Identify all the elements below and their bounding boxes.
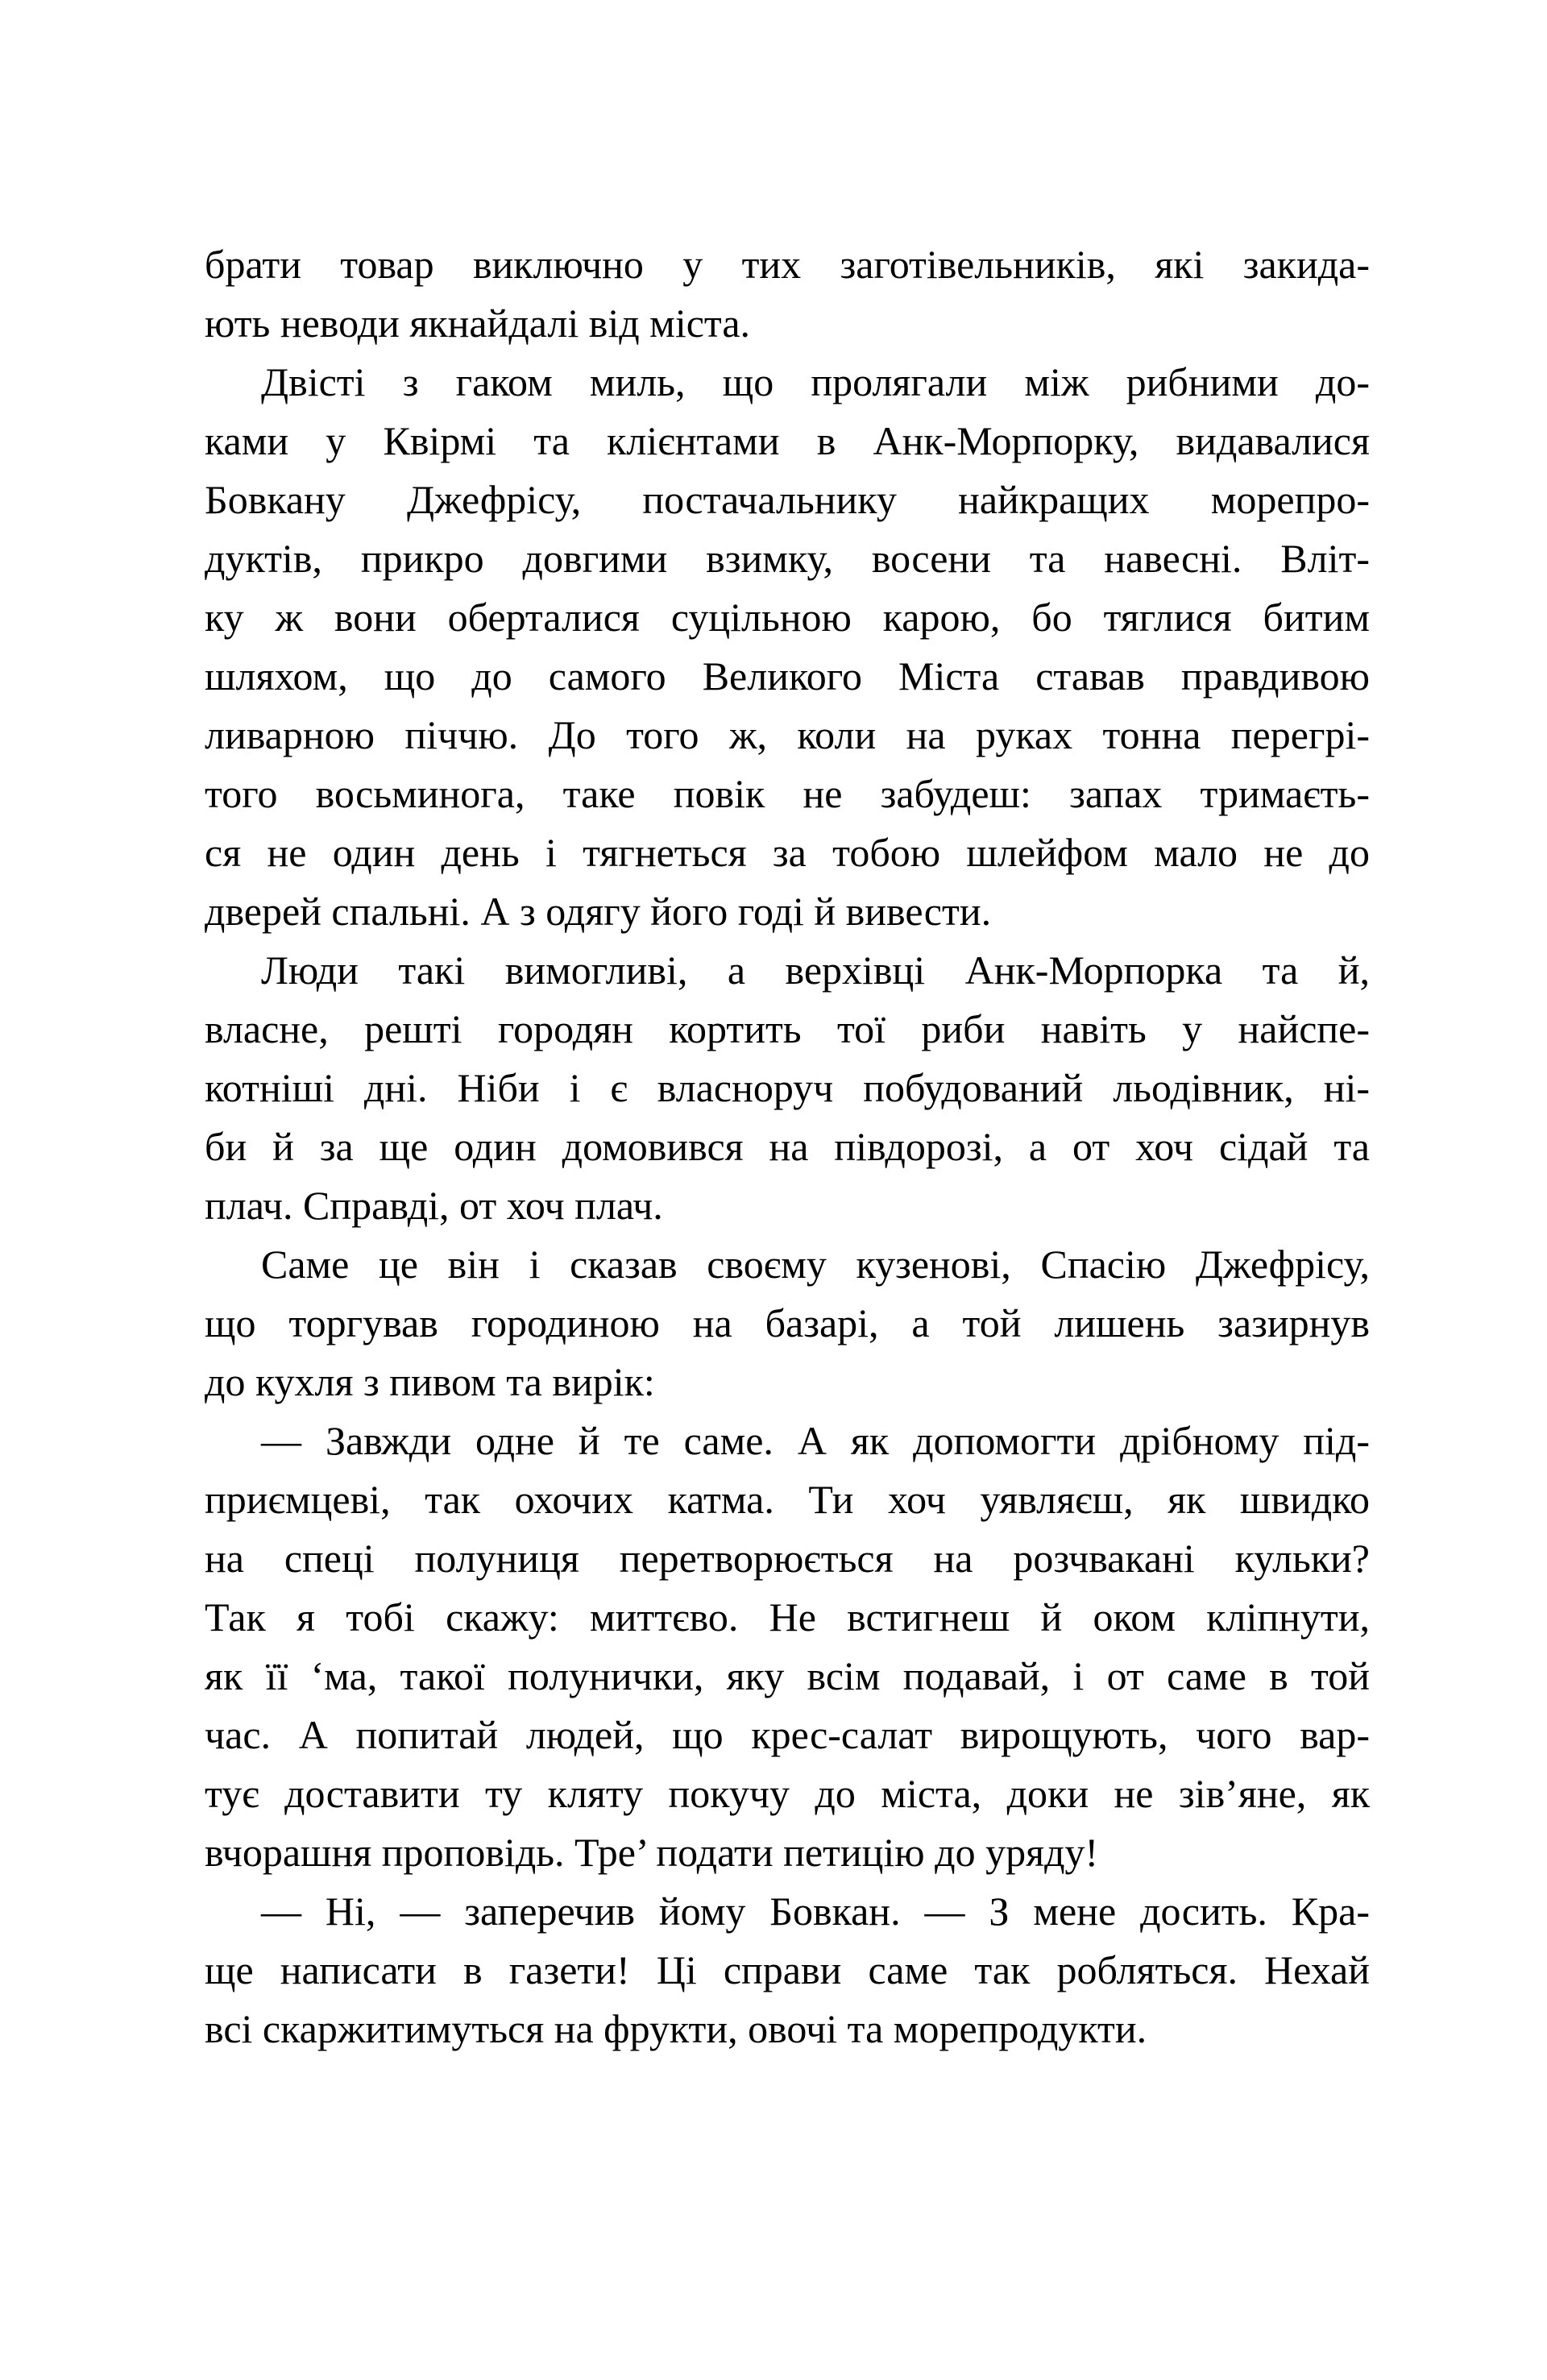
text-line: що торгував городиною на базарі, а той лишень зазирнув — [205, 1300, 1370, 1345]
text-line: до кухля з пивом та вирік: — [205, 1359, 655, 1404]
text-line: тує доставити ту кляту покучу до міста, доки не зів’яне, як — [205, 1771, 1370, 1816]
text-line: брати товар виключно у тих заготівельників, які закида- — [205, 242, 1370, 287]
text-line: того восьминога, таке повік не забудеш: запах тримаєть- — [205, 771, 1370, 816]
text-line: приємцеві, так охочих катма. Ти хоч уявляєш, як швидко — [205, 1477, 1370, 1522]
text-line: Саме це він і сказав своєму кузенові, Спасію Джефрісу, — [261, 1242, 1370, 1287]
text-line: Бовкану Джефрісу, постачальнику найкращих морепро- — [205, 477, 1370, 522]
text-line: Люди такі вимогливі, а верхівці Анк-Морпорка та й, — [261, 947, 1370, 993]
text-line: дверей спальні. А з одягу його годі й вивести. — [205, 889, 992, 934]
text-line: ками у Квірмі та клієнтами в Анк-Морпорку, видавалися — [205, 418, 1370, 463]
text-line: вчорашня проповідь. Тре’ подати петицію до уряду! — [205, 1830, 1099, 1875]
text-line: ще написати в газети! Ці справи саме так робляться. Нехай — [205, 1947, 1370, 1992]
text-line: — Завжди одне й те саме. А як допомогти дрібному під- — [261, 1418, 1370, 1463]
text-line: Так я тобі скажу: миттєво. Не встигнеш й оком кліпнути, — [205, 1594, 1370, 1640]
text-line: би й за ще один домовився на півдорозі, а от хоч сідай та — [205, 1124, 1370, 1169]
text-block — [205, 235, 1370, 2059]
text-line: котніші дні. Ніби і є власноруч побудований льодівник, ні- — [205, 1065, 1370, 1110]
text-line: ливарною піччю. До того ж, коли на руках тонна перегрі- — [205, 712, 1370, 757]
text-line: власне, решті городян кортить тої риби навіть у найспе- — [205, 1006, 1370, 1051]
text-line: Двісті з гаком миль, що пролягали між рибними до- — [261, 359, 1370, 404]
text-line: шляхом, що до самого Великого Міста ставав правдивою — [205, 653, 1370, 699]
text-line: ють неводи якнайдалі від міста. — [205, 301, 751, 346]
text-line: на спеці полуниця перетворюється на розчвакані кульки? — [205, 1536, 1370, 1581]
text-line: ся не один день і тягнеться за тобою шлейфом мало не до — [205, 830, 1370, 875]
text-line: — Ні, — заперечив йому Бовкан. — З мене досить. Кра- — [261, 1889, 1370, 1934]
text-line: як її ‘ма, такої полунички, яку всім подавай, і от саме в той — [205, 1653, 1370, 1698]
text-line: всі скаржитимуться на фрукти, овочі та морепродукти. — [205, 2006, 1147, 2051]
text-line: плач. Справді, от хоч плач. — [205, 1183, 663, 1228]
text-line: дуктів, прикро довгими взимку, восени та навесні. Вліт- — [205, 536, 1370, 581]
text-line: ку ж вони оберталися суцільною карою, бо тяглися битим — [205, 595, 1370, 640]
text-line: час. А попитай людей, що крес-салат вирощують, чого вар- — [205, 1712, 1370, 1757]
